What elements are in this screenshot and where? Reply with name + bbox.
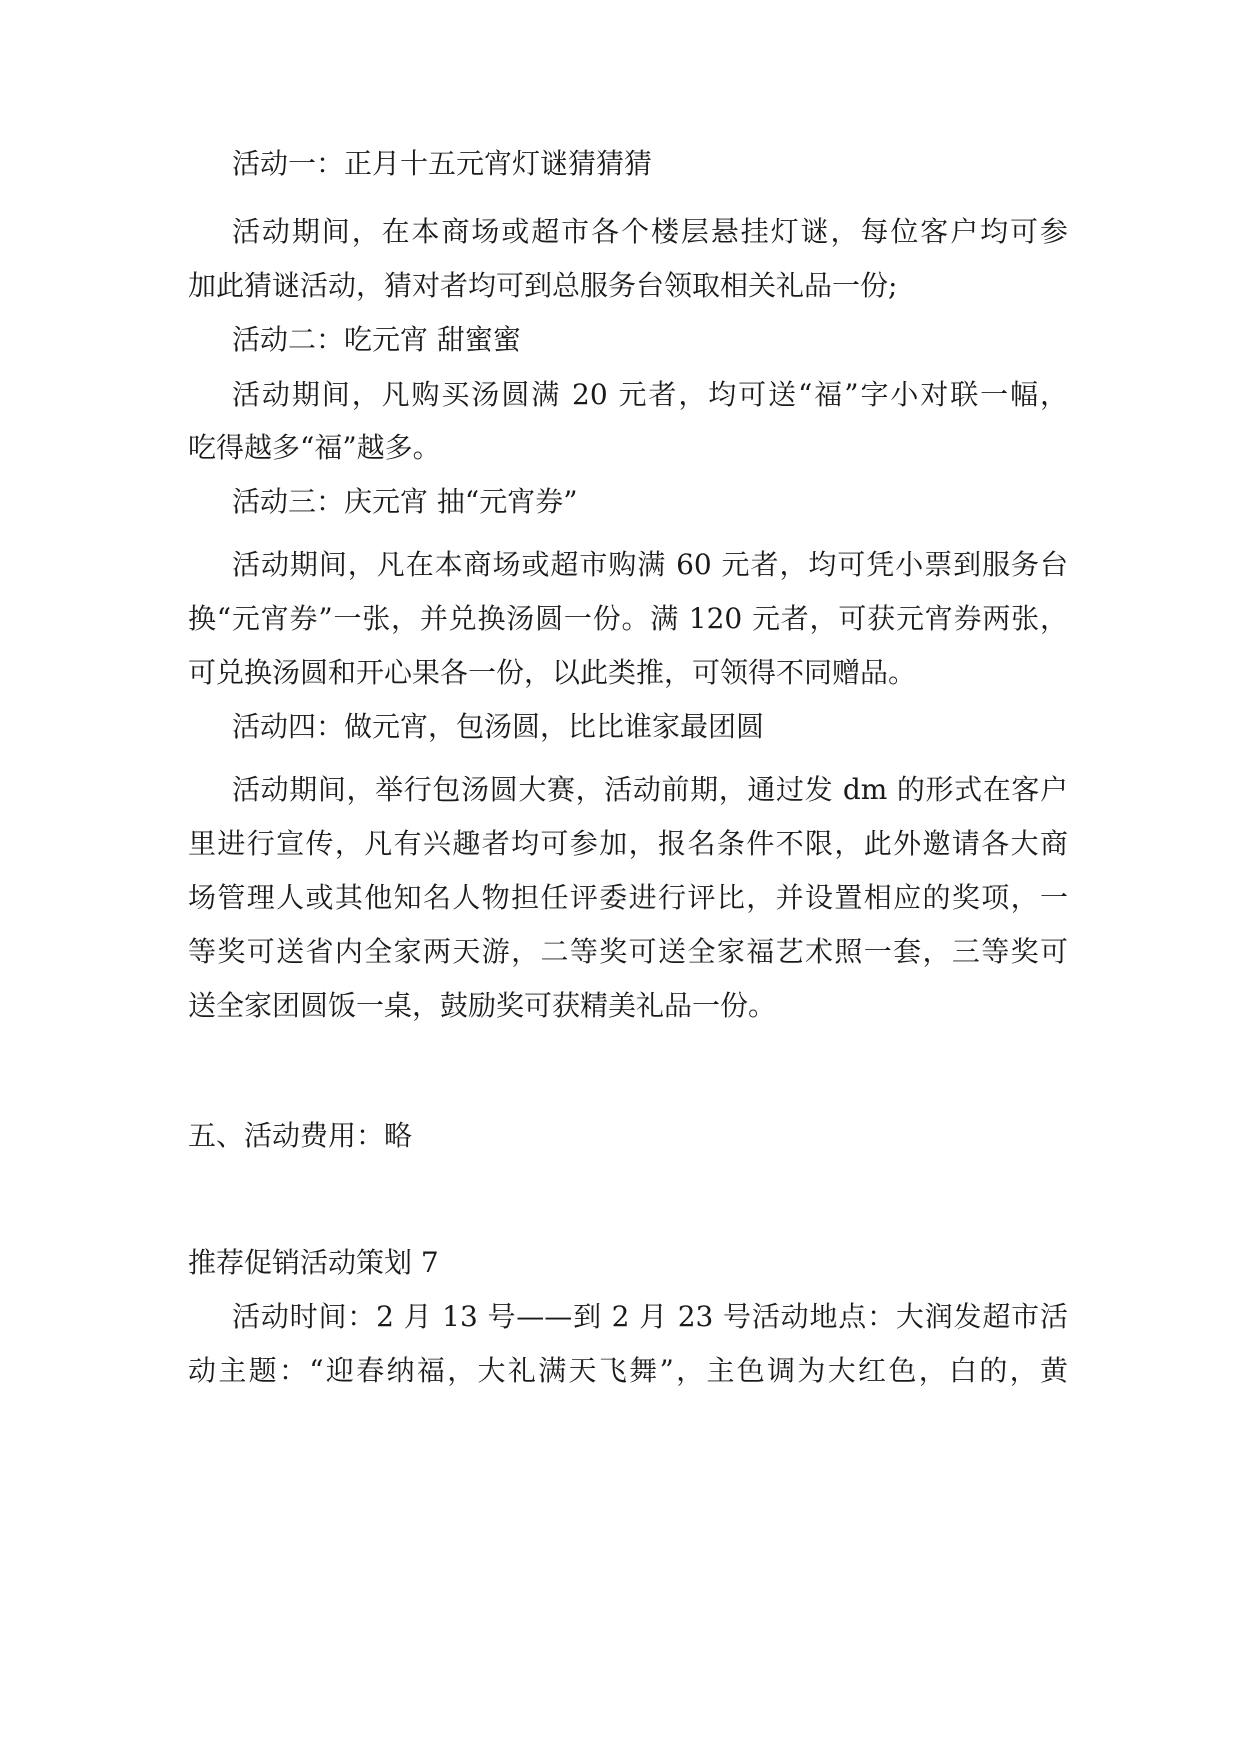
- text-line-2: 活动期间，在本商场或超市各个楼层悬挂灯谜，每位客户均可参: [232, 215, 1068, 248]
- text-line-4: 活动二：吃元宵 甜蜜蜜: [232, 323, 521, 356]
- text-line-9: 换“元宵券”一张，并兑换汤圆一份。满 120 元者，可获元宵券两张，: [188, 602, 1068, 635]
- text-line-15: 等奖可送省内全家两天游，二等奖可送全家福艺术照一套，三等奖可: [188, 935, 1068, 968]
- text-line-7: 活动三：庆元宵 抽“元宵券”: [232, 485, 578, 518]
- section-heading-plan-7: 推荐促销活动策划 7: [188, 1246, 439, 1279]
- text-line-16: 送全家团圆饭一桌，鼓励奖可获精美礼品一份。: [188, 989, 777, 1022]
- section-heading-costs: 五、活动费用：略: [188, 1119, 413, 1152]
- text-line-6: 吃得越多“福”越多。: [188, 431, 441, 464]
- text-line-13: 里进行宣传，凡有兴趣者均可参加，报名条件不限，此外邀请各大商: [188, 827, 1068, 860]
- text-line-20: 动主题：“迎春纳福，大礼满天飞舞”，主色调为大红色，白的，黄: [188, 1354, 1068, 1387]
- text-line-1: 活动一：正月十五元宵灯谜猜猜猜: [232, 147, 653, 180]
- text-line-5: 活动期间，凡购买汤圆满 20 元者，均可送“福”字小对联一幅，: [232, 378, 1068, 411]
- text-line-14: 场管理人或其他知名人物担任评委进行评比，并设置相应的奖项，一: [188, 881, 1068, 914]
- text-line-10: 可兑换汤圆和开心果各一份，以此类推，可领得不同赠品。: [188, 656, 917, 689]
- text-line-11: 活动四：做元宵，包汤圆，比比谁家最团圆: [232, 710, 765, 743]
- text-line-12: 活动期间，举行包汤圆大赛，活动前期，通过发 dm 的形式在客户: [232, 773, 1068, 806]
- text-line-19: 活动时间：2 月 13 号——到 2 月 23 号活动地点：大润发超市活: [232, 1300, 1068, 1333]
- text-line-8: 活动期间，凡在本商场或超市购满 60 元者，均可凭小票到服务台: [232, 548, 1068, 581]
- text-line-3: 加此猜谜活动，猜对者均可到总服务台领取相关礼品一份;: [188, 269, 898, 302]
